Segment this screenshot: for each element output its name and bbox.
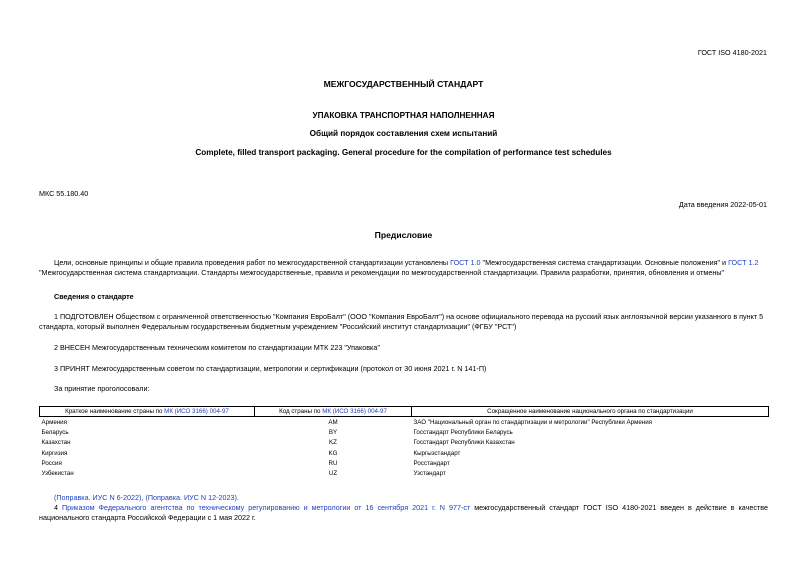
header-country-text: Краткое наименование страны по <box>65 408 165 415</box>
rosstandart-order-link[interactable]: Приказом Федерального агентства по техническому регулированию и метрологии от 16 сентября 2021 г. N 977-ст <box>61 503 471 512</box>
header-country <box>40 407 255 417</box>
item-adopted: 3 ПРИНЯТ Межгосударственным советом по стандартизации, метрологии и сертификации (протокол от 30 июня 2021 г. N 141-П) <box>54 364 487 373</box>
table-header-row <box>40 407 769 417</box>
table-row <box>40 417 769 428</box>
code-cell: RU <box>328 459 338 467</box>
amendment-separator: , <box>141 493 146 502</box>
item4-text: межгосударственный стандарт ГОСТ ISO 4180-2021 введен в действие в качестве национального стандарта Российской Федерации с 1 мая 2022 г. <box>39 503 768 523</box>
country-cell: Казахстан <box>41 439 71 447</box>
voting-table <box>39 406 769 479</box>
subtitle-ru: Общий порядок составления схем испытаний <box>309 129 498 138</box>
amendment-end: . <box>236 493 239 502</box>
country-cell: Беларусь <box>41 428 69 436</box>
body-cell: Госстандарт Республики Казахстан <box>413 439 515 447</box>
country-cell: Россия <box>41 459 62 467</box>
preface-heading: Предисловие <box>374 230 433 240</box>
preface-text-a: Цели, основные принципы и общие правила проведения работ по межгосударственной стандартизации установлены <box>54 258 451 267</box>
country-cell: Узбекистан <box>41 470 74 478</box>
header-code-text: Код страны по <box>279 408 323 415</box>
table-row <box>40 458 769 468</box>
standard-type: МЕЖГОСУДАРСТВЕННЫЙ СТАНДАРТ <box>323 79 484 89</box>
body-cell: Узстандарт <box>413 470 446 478</box>
body-cell: ЗАО "Национальный орган по стандартизации и метрологии" Республики Армения <box>413 418 653 426</box>
header-body: Сокращенное наименование национального органа по стандартизации <box>412 407 769 417</box>
doc-code: ГОСТ ISO 4180-2021 <box>697 48 767 57</box>
header-code <box>255 407 412 417</box>
item-introduced: 2 ВНЕСЕН Межгосударственным техническим комитетом по стандартизации МТК 223 "Упаковка" <box>54 343 380 352</box>
item4-number: 4 <box>54 503 62 512</box>
gost-1-2-link[interactable]: ГОСТ 1.2 <box>728 258 759 267</box>
table-row <box>40 438 769 448</box>
preface-text-b: "Межгосударственная система стандартизации. Основные положения" и <box>480 258 729 267</box>
item-prepared: 1 ПОДГОТОВЛЕН Обществом с ограниченной ответственностью "Компания ЕвроБалт" (ООО "Компания ЕвроБалт") на основе официального перевода на русский язык англоязычной версии указанного в пункт 5 стандарта, который выполнен Федеральным государственным бюджетным учреждением "Российский институт стандартизации" (ФГБУ "РСТ") <box>39 312 764 332</box>
country-cell: Армения <box>41 418 67 426</box>
body-cell: Росстандарт <box>413 459 450 467</box>
title-en: Complete, filled transport packaging. General procedure for the compilation of performance test schedules <box>195 148 612 157</box>
preface-paragraph <box>39 258 768 279</box>
table-row <box>40 427 769 437</box>
gost-1-0-link[interactable]: ГОСТ 1.0 <box>450 258 481 267</box>
mks-code: МКС 55.180.40 <box>39 189 89 198</box>
info-heading: Сведения о стандарте <box>54 292 134 301</box>
preface-text-c: "Межгосударственная система стандартизации. Стандарты межгосударственные, правила и рекомендации по межгосударственной стандартизации. Правила разработки, принятия, обновления и отмены" <box>39 268 725 278</box>
country-cell: Киргизия <box>41 449 68 457</box>
body-cell: Кыргызстандарт <box>413 449 461 457</box>
amendment-link-2[interactable]: (Поправка. ИУС N 12-2023) <box>145 493 237 502</box>
code-cell: KZ <box>329 439 337 447</box>
amendments-line <box>54 493 239 502</box>
title-ru: УПАКОВКА ТРАНСПОРТНАЯ НАПОЛНЕННАЯ <box>312 111 495 120</box>
mk-iso-link-1[interactable]: МК (ИСО 3166) 004-97 <box>164 408 229 415</box>
code-cell: BY <box>328 428 338 436</box>
code-cell: AM <box>328 418 338 426</box>
item-enacted <box>39 503 768 524</box>
intro-date: Дата введения 2022-05-01 <box>678 200 767 209</box>
body-cell: Госстандарт Республики Беларусь <box>413 428 513 436</box>
code-cell: UZ <box>328 470 338 478</box>
amendment-link-1[interactable]: (Поправка. ИУС N 6-2022) <box>54 493 142 502</box>
voted-label: За принятие проголосовали: <box>54 384 150 393</box>
mk-iso-link-2[interactable]: МК (ИСО 3166) 004-97 <box>322 408 387 415</box>
table-row <box>40 448 769 458</box>
table-row <box>40 468 769 478</box>
code-cell: KG <box>328 449 338 457</box>
